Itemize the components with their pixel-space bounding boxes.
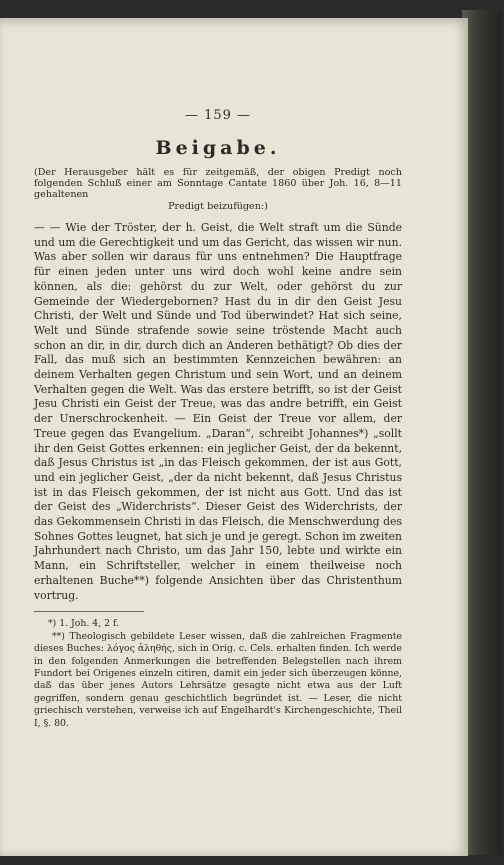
page-content bbox=[34, 108, 402, 730]
editor-note: (Der Herausgeber hält es für zeitgemäß, der obigen Predigt noch folgenden Schluß einer am Sonntage Cantate 1860 über Joh. 16, 8—11 gehaltenen bbox=[34, 167, 402, 200]
background-top bbox=[0, 0, 468, 18]
footnote-1: *) 1. Joh. 4, 2 f. bbox=[48, 618, 120, 630]
footnote-divider bbox=[34, 611, 144, 612]
book-edge bbox=[462, 10, 502, 855]
section-heading: Beigabe. bbox=[155, 137, 281, 159]
editor-note-end: Predigt beizufügen:) bbox=[168, 201, 268, 212]
footnote-2: **) Theologisch gebildete Leser wissen, daß die zahlreichen Fragmente dieses Buches: λόγος ἀληθής, sich in Orig. c. Cels. erhalten finden. Ich werde in den folgenden Anmerkungen die betreffenden Belegstellen nach ihrem Fundort bei Origenes einzeln citiren, damit ein jeder sich überzeugen könne, daß das über jenes Autors Lehrsätze gesagte nicht etwa aus der Luft gegriffen, sondern genau geschichtlich begründet ist. — Leser, die nicht griechisch verstehen, verweise ich auf Engelhardt's Kirchengeschichte, Theil I, §. 80. bbox=[34, 630, 402, 729]
sermon-paragraph: — — Wie der Tröster, der h. Geist, die Welt straft um die Sünde und um die Gerechtigkeit und um das Gericht, das wissen wir nun. Was aber sollen wir daraus für uns entnehmen? Die Hauptfrage für einen jeden unter uns wird doch wohl keine andre sein können, als die: gehörst du zur Welt, oder gehörst du zur Gemeinde der Wiedergebornen? Hast du in dir den Geist Jesu Christi, der Welt und Sünde und Tod überwindet? Hat sich seine, Welt und Sünde strafende sowie seine tröstende Macht auch schon an dir, in dir, durch dich an Anderen bethätigt? Ob dies der Fall, das muß sich an bestimmten Kennzeichen bewähren: an deinem Verhalten gegen Christum und sein Wort, und an deinem Verhalten gegen die Welt. Was das erstere betrifft, so ist der Geist Jesu Christi ein Geist der Treue, was das andre betrifft, ein Geist der Unerschrockenheit. — Ein Geist der Treue vor allem, der Treue gegen das Evangelium. „Daran“, schreibt Johannes*) „sollt ihr den Geist Gottes erkennen: ein jeglicher Geist, der da bekennt, daß Jesus Christus ist „in das Fleisch gekommen, der ist aus Gott, und ein jeglicher Geist, „der da nicht bekennt, daß Jesus Christus ist in das Fleisch gekommen, der ist nicht aus Gott. Und das ist der Geist des „Widerchrists“. Dieser Geist des Widerchrists, der das Gekommensein Christi in das Fleisch, die Menschwerdung des Sohnes Gottes leugnet, hat sich je und je geregt. Schon im zweiten Jahrhundert nach Christo, um das Jahr 150, lebte und wirkte ein Mann, ein Schriftsteller, welcher in einem theilweise noch erhaltenen Buche**) folgende Ansichten über das Christenthum vortrug. bbox=[34, 221, 402, 602]
book-page bbox=[0, 18, 468, 856]
body-text bbox=[34, 221, 402, 603]
page-number: — 159 — bbox=[184, 108, 252, 123]
